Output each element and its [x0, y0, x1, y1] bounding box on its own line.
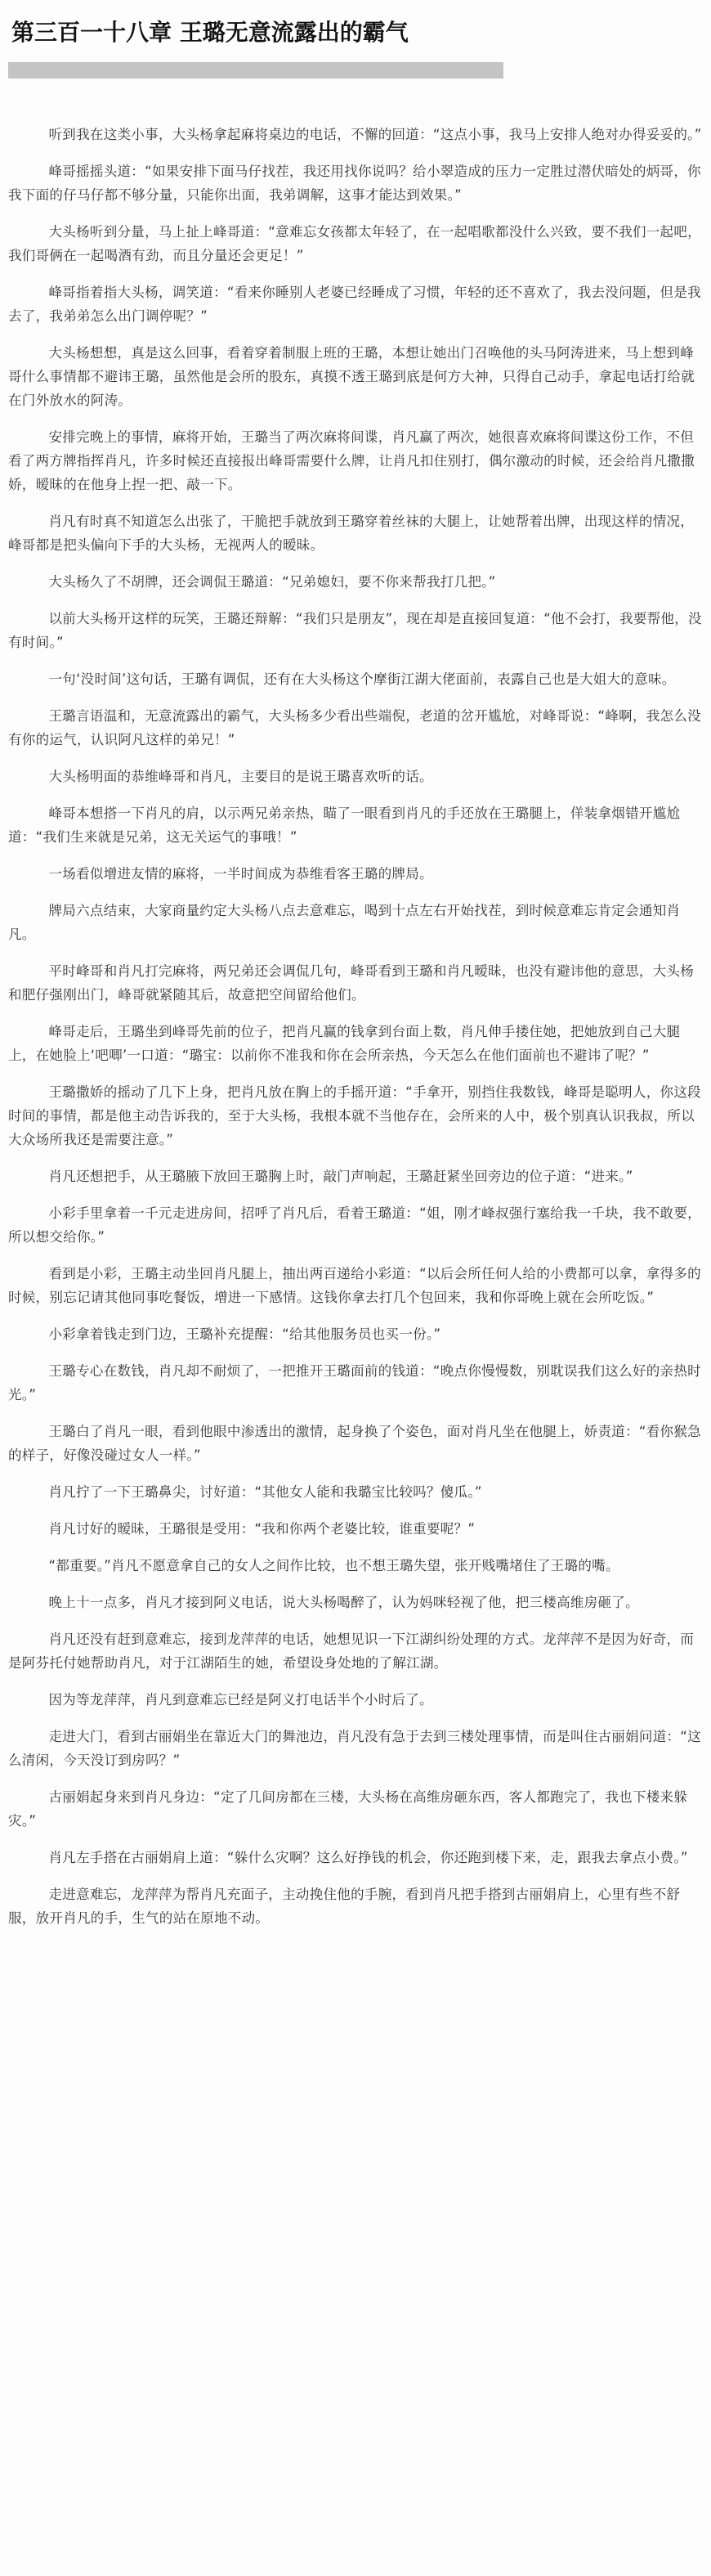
article-paragraph: 王璐言语温和，无意流露出的霸气，大头杨多少看出些端倪，老道的岔开尴尬，对峰哥说：“峰啊，我怎么没有你的运气，认识阿凡这样的弟兄！” — [8, 708, 701, 747]
article-paragraph: 肖凡讨好的暧昧，王璐很是受用：“我和你两个老婆比较，谁重要呢？” — [48, 1521, 476, 1537]
article-paragraph: 肖凡还想把手，从王璐腋下放回王璐胸上时，敲门声响起，王璐赶紧坐回旁边的位子道：“进来。” — [48, 1169, 633, 1184]
article-paragraph: 大头杨听到分量，马上扯上峰哥道：“意难忘女孩都太年轻了，在一起唱歌都没什么兴致，要不我们一起吧，我们哥俩在一起喝酒有劲，而且分量还会更足！” — [8, 224, 701, 263]
article-paragraph: 晚上十一点多，肖凡才接到阿义电话，说大头杨喝醉了，认为妈咪轻视了他，把三楼高维房砸了。 — [48, 1595, 639, 1610]
chapter-title: 第三百一十八章 王璐无意流露出的霸气 — [11, 19, 409, 46]
article-paragraph: 平时峰哥和肖凡打完麻将，两兄弟还会调侃几句，峰哥看到王璐和肖凡暧昧，也没有避讳他的意思，大头杨和肥仔强刚出门，峰哥就紧随其后，故意把空间留给他们。 — [8, 963, 695, 1003]
article-paragraph: 峰哥摇摇头道：“如果安排下面马仔找茬，我还用找你说吗？给小翠造成的压力一定胜过潜伏暗处的炳哥，你我下面的仔马仔都不够分量，只能你出面，我弟调解，这事才能达到效果。” — [8, 164, 701, 203]
article-paragraph: 走进意难忘，龙萍萍为帮肖凡充面子，主动挽住他的手腕，看到肖凡把手搭到古丽娟肩上，心里有些不舒服，放开肖凡的手，生气的站在原地不动。 — [8, 1887, 681, 1926]
article-paragraph: 听到我在这类小事，大头杨拿起麻将桌边的电话，不懈的回道：“这点小事，我马上安排人绝对办得妥妥的。” — [48, 127, 702, 142]
article-paragraph: “都重要。”肖凡不愿意拿自己的女人之间作比较，也不想王璐失望，张开贱嘴堵住了王璐的嘴。 — [48, 1558, 619, 1573]
article-paragraph: 王璐撒娇的摇动了几下上身，把肖凡放在胸上的手摇开道：“手拿开，别挡住我数钱，峰哥是聪明人，你这段时间的事情，都是他主动告诉我的，至于大头杨，我根本就不当他存在，会所来的人中，极个别真认识我叔，所以大众场所我还是需要注意。” — [8, 1084, 701, 1147]
article-paragraph: 安排完晚上的事情，麻将开始，王璐当了两次麻将间谍，肖凡赢了两次，她很喜欢麻将间谍这份工作，不但看了两方牌指挥肖凡，许多时候还直接报出峰哥需要什么牌，让肖凡扣住别打，偶尔激动的时候，还会给肖凡撒撒娇，暧昧的在他身上捏一把、敲一下。 — [8, 429, 695, 492]
article-paragraph: 一句‘没时间’这句话，王璐有调侃，还有在大头杨这个摩街江湖大佬面前，表露自己也是大姐大的意味。 — [48, 671, 676, 687]
article-paragraph: 肖凡拧了一下王璐鼻尖，讨好道：“其他女人能和我璐宝比较吗？傻瓜。” — [48, 1484, 482, 1500]
article-body — [0, 79, 711, 1930]
article-paragraph: 古丽娟起身来到肖凡身边：“定了几间房都在三楼，大头杨在高维房砸东西，客人都跑完了，我也下楼来躲灾。” — [8, 1789, 688, 1829]
article-paragraph: 肖凡有时真不知道怎么出张了，干脆把手就放到王璐穿着丝袜的大腿上，让她帮着出牌，出现这样的情况，峰哥都是把头偏向下手的大头杨，无视两人的暧昧。 — [8, 514, 695, 553]
article-paragraph: 大头杨明面的恭维峰哥和肖凡，主要目的是说王璐喜欢听的话。 — [48, 769, 433, 784]
article-paragraph: 小彩手里拿着一千元走进房间，招呼了肖凡后，看着王璐道：“姐，刚才峰叔强行塞给我一千块，我不敢要，所以想交给你。” — [8, 1205, 701, 1245]
article-paragraph: 走进大门，看到古丽娟坐在靠近大门的舞池边，肖凡没有急于去到三楼处理事情，而是叫住古丽娟问道：“这么清闲，今天没订到房吗？” — [8, 1729, 701, 1768]
article-paragraph: 王璐专心在数钱，肖凡却不耐烦了，一把推开王璐面前的钱道：“晚点你慢慢数，别耽误我们这么好的亲热时光。” — [8, 1363, 701, 1402]
article-paragraph: 肖凡还没有赶到意难忘，接到龙萍萍的电话，她想见识一下江湖纠纷处理的方式。龙萍萍不是因为好奇，而是阿芬托付她帮助肖凡，对于江湖陌生的她，希望设身处地的了解江湖。 — [8, 1631, 695, 1671]
article-paragraph: 牌局六点结束，大家商量约定大头杨八点去意难忘，喝到十点左右开始找茬，到时候意难忘肯定会通知肖凡。 — [8, 903, 681, 942]
article-paragraph: 一场看似增进友情的麻将，一半时间成为恭维看客王璐的牌局。 — [48, 866, 433, 882]
article-paragraph: 肖凡左手搭在古丽娟肩上道：“躲什么灾啊？这么好挣钱的机会，你还跑到楼下来，走，跟我去拿点小费。” — [48, 1850, 688, 1865]
title-underline-bar — [8, 62, 503, 79]
article-paragraph: 峰哥指着指大头杨，调笑道：“看来你睡别人老婆已经睡成了习惯，年轻的还不喜欢了，我去没问题，但是我去了，我弟弟怎么出门调停呢？” — [8, 285, 701, 324]
article-paragraph: 因为等龙萍萍，肖凡到意难忘已经是阿义打电话半个小时后了。 — [48, 1692, 433, 1708]
article-paragraph: 王璐白了肖凡一眼，看到他眼中渗透出的激情，起身换了个姿色，面对肖凡坐在他腿上，娇责道：“看你猴急的样子，好像没碰过女人一样。” — [8, 1424, 701, 1463]
article-paragraph: 以前大头杨开这样的玩笑，王璐还辩解：“我们只是朋友”，现在却是直接回复道：“他不会打，我要帮他，没有时间。” — [8, 611, 702, 650]
article-paragraph: 看到是小彩，王璐主动坐回肖凡腿上，抽出两百递给小彩道：“以后会所任何人给的小费都可以拿，拿得多的时候，别忘记请其他同事吃餐饭，增进一下感情。这钱你拿去打几个包回来，我和你哥晚上就在会所吃饭。” — [8, 1266, 701, 1305]
article-paragraph: 峰哥走后，王璐坐到峰哥先前的位子，把肖凡赢的钱拿到台面上数，肖凡伸手搂住她，把她放到自己大腿上，在她脸上‘吧唧’一口道：“璐宝：以前你不准我和你在会所亲热，今天怎么在他们面前也不避讳了呢？” — [8, 1024, 681, 1063]
article-paragraph: 小彩拿着钱走到门边，王璐补充提醒：“给其他服务员也买一份。” — [48, 1326, 441, 1342]
article-paragraph: 大头杨想想，真是这么回事，看着穿着制服上班的王璐，本想让她出门召唤他的头马阿涛进来，马上想到峰哥什么事情都不避讳王璐，虽然他是会所的股东，真摸不透王璐到底是何方大神，只得自己动手，拿起电话打给就在门外放水的阿涛。 — [8, 345, 695, 408]
article-paragraph: 峰哥本想搭一下肖凡的肩，以示两兄弟亲热，瞄了一眼看到肖凡的手还放在王璐腿上，佯装拿烟错开尴尬道：“我们生来就是兄弟，这无关运气的事哦！” — [8, 806, 681, 845]
article-paragraph: 大头杨久了不胡牌，还会调侃王璐道：“兄弟媳妇，要不你来帮我打几把。” — [48, 574, 496, 590]
